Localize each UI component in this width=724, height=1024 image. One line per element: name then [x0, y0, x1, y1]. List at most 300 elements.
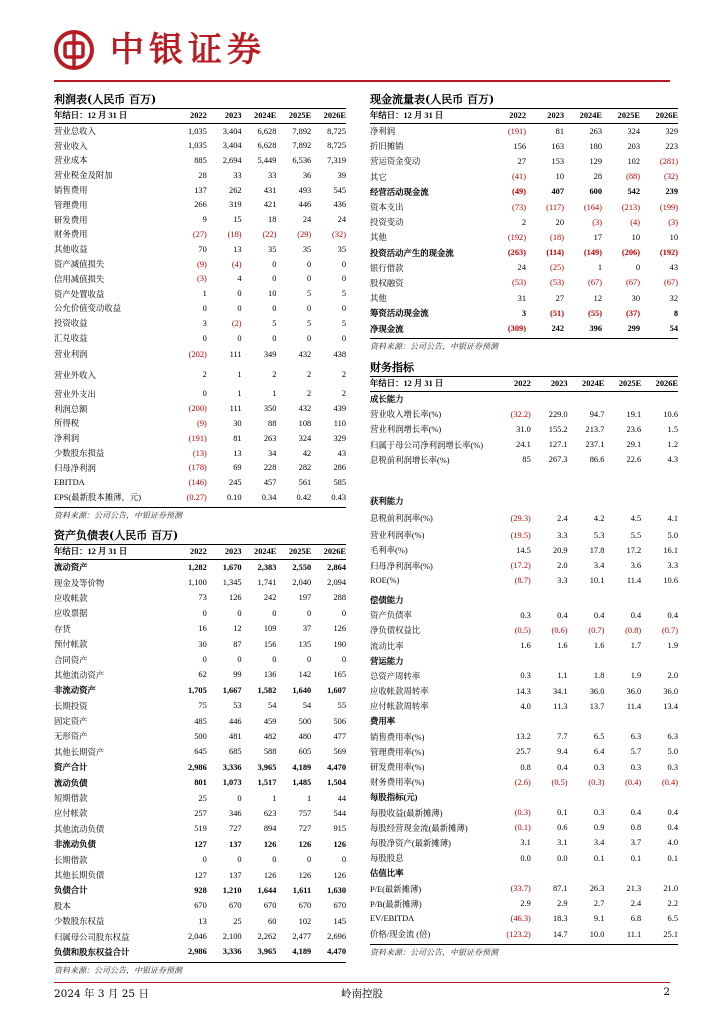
- cell-value: 30: [631, 293, 640, 303]
- page-header: [54, 26, 670, 76]
- cell-value: 6,628: [257, 126, 277, 136]
- row-label: 少数股东权益: [54, 917, 105, 927]
- cell-value: 2: [521, 217, 526, 227]
- row-label: 营业成本: [54, 156, 88, 166]
- cell-value: 3,404: [222, 126, 242, 136]
- cell-value: 0: [272, 608, 277, 618]
- cell-value: 8,725: [327, 141, 346, 151]
- cell-value: 0.1: [667, 853, 678, 863]
- cell-value: (199): [659, 202, 678, 212]
- table-row: [370, 573, 678, 588]
- cell-value: [531, 483, 568, 493]
- row-label: ROE(%): [370, 576, 400, 586]
- cell-value: [641, 475, 678, 483]
- cell-value: (9): [197, 259, 207, 269]
- table-row: [370, 927, 678, 942]
- table-row: [370, 668, 678, 683]
- row-label: 存货: [54, 624, 71, 634]
- cell-value: 3,965: [257, 762, 277, 772]
- table-row: [370, 558, 678, 573]
- cell-value: 239: [665, 187, 678, 197]
- cell-value: 500: [194, 731, 207, 741]
- row-label: 预付帐款: [54, 640, 88, 650]
- cell-value: 0: [237, 333, 242, 343]
- cell-value: 1.1: [557, 671, 568, 681]
- cell-value: [494, 483, 531, 493]
- table-row: [54, 821, 346, 836]
- table-row: [54, 386, 346, 401]
- cell-value: 10: [669, 232, 678, 242]
- cell-value: 33: [233, 170, 242, 180]
- footer-date: 2024 年 3 月 25 日: [54, 988, 149, 1000]
- cashflow-title: 现金流量表(人民币 百万): [370, 92, 678, 109]
- row-label: 费用率: [370, 717, 396, 727]
- cell-value: 145: [333, 916, 346, 926]
- cell-value: 3,336: [222, 947, 242, 957]
- row-label: 销售费用: [54, 186, 88, 196]
- cell-value: 519: [194, 824, 207, 834]
- column-header-year: 2026E: [640, 109, 678, 124]
- cell-value: 180: [589, 141, 602, 151]
- cell-value: 81: [233, 433, 242, 443]
- table-row: [370, 790, 678, 805]
- row-label: 净现金流: [370, 324, 404, 334]
- cell-value: 0: [341, 333, 346, 343]
- cell-value: 2,986: [187, 947, 207, 957]
- cell-value: (191): [507, 126, 526, 136]
- cell-value: (0.3): [514, 808, 531, 818]
- cell-value: 432: [298, 349, 312, 359]
- cell-value: 17.8: [589, 545, 605, 555]
- cell-value: (27): [192, 229, 207, 239]
- cell-value: 1,667: [222, 685, 242, 695]
- table-row: [370, 215, 678, 230]
- cell-value: (18): [550, 232, 564, 242]
- cell-value: (202): [188, 349, 207, 359]
- cell-value: [531, 467, 568, 475]
- cell-value: 299: [627, 324, 640, 334]
- row-label: 价格/现金流 (倍): [370, 930, 431, 940]
- table-row: [54, 760, 346, 775]
- cell-value: 3,965: [257, 947, 277, 957]
- cell-value: (53): [512, 278, 526, 288]
- cell-value: 485: [194, 716, 207, 726]
- table-row: [54, 683, 346, 698]
- cell-value: [641, 493, 678, 508]
- cell-value: 4.5: [630, 513, 642, 523]
- cell-value: 431: [263, 185, 277, 195]
- cell-value: [604, 467, 641, 475]
- column-header-label: 年结日：12 月 31 日: [54, 109, 172, 124]
- cell-value: 446: [229, 716, 242, 726]
- column-header-year: 2023: [207, 545, 242, 560]
- cell-value: 1,741: [257, 578, 277, 588]
- cell-value: 17: [593, 232, 602, 242]
- cell-value: 1,630: [327, 885, 346, 895]
- cell-value: 1,504: [327, 778, 346, 788]
- cell-value: 7,892: [292, 141, 312, 151]
- cell-value: 0.34: [261, 492, 277, 502]
- cell-value: 5.3: [593, 530, 605, 540]
- cell-value: (67): [588, 278, 602, 288]
- table-row: [370, 699, 678, 714]
- cell-value: 1,705: [187, 685, 207, 695]
- row-label: 所得税: [54, 419, 80, 429]
- cell-value: 288: [333, 593, 346, 603]
- cell-value: 0.1: [630, 853, 642, 863]
- cell-value: 6.8: [630, 914, 642, 924]
- cell-value: [568, 790, 605, 805]
- balance-sheet-panel: [54, 528, 346, 977]
- cell-value: 0.3: [593, 808, 605, 818]
- cell-value: 34.1: [552, 686, 568, 696]
- cell-value: 126: [229, 593, 242, 603]
- cell-value: (29.3): [510, 513, 531, 523]
- cell-value: 670: [298, 901, 312, 911]
- cell-value: (3): [197, 274, 207, 284]
- cell-value: 727: [229, 824, 242, 834]
- cell-value: 263: [589, 126, 602, 136]
- cell-value: (29): [297, 229, 312, 239]
- table-row: [54, 301, 346, 316]
- cell-value: 87: [233, 639, 242, 649]
- cell-value: 0: [202, 855, 207, 865]
- cell-value: [494, 653, 531, 668]
- cell-value: (3): [668, 217, 678, 227]
- cell-value: 0.3: [520, 610, 531, 620]
- cell-value: 12: [233, 624, 242, 634]
- row-label: 长期借款: [54, 855, 88, 865]
- row-label: 营运资金变动: [370, 157, 421, 167]
- table-row: [370, 124, 678, 139]
- balance-source: 资料来源：公司公告，中银证券预测: [54, 962, 346, 977]
- cell-value: 0: [307, 855, 312, 865]
- cell-value: 1,210: [222, 885, 242, 895]
- cell-value: [641, 866, 678, 881]
- row-label: 资产减值损失: [54, 260, 105, 270]
- cell-value: 18.3: [552, 914, 568, 924]
- cell-value: 324: [298, 433, 312, 443]
- column-header-year: 2024E: [242, 545, 277, 560]
- cell-value: 11.1: [626, 929, 642, 939]
- cell-value: 506: [333, 716, 346, 726]
- cell-value: 257: [194, 808, 207, 818]
- column-header-year: 2025E: [276, 109, 311, 124]
- cell-value: 31.0: [516, 424, 531, 434]
- table-row: [54, 852, 346, 867]
- cell-value: 0: [307, 274, 312, 284]
- row-label: 每股收益(最新摊薄): [370, 808, 443, 818]
- cell-value: 32: [669, 293, 678, 303]
- table-row: [54, 138, 346, 153]
- cell-value: 894: [263, 824, 277, 834]
- table-row: [370, 528, 678, 543]
- cell-value: 165: [333, 670, 346, 680]
- cell-value: 0: [237, 855, 242, 865]
- table-row: [54, 316, 346, 331]
- table-row: [54, 883, 346, 898]
- cell-value: 54: [302, 701, 312, 711]
- cell-value: (4): [630, 217, 640, 227]
- cell-value: 155.2: [548, 424, 568, 434]
- cell-value: 885: [194, 155, 207, 165]
- table-row: [370, 509, 678, 528]
- cell-value: 1.8: [593, 671, 605, 681]
- cell-value: 245: [229, 478, 242, 488]
- table-row: [370, 866, 678, 881]
- cell-value: (191): [188, 433, 207, 443]
- row-label: 获利能力: [370, 497, 404, 507]
- row-label: 资产合计: [54, 763, 88, 773]
- cell-value: 5.0: [667, 747, 678, 757]
- cell-value: 670: [333, 901, 346, 911]
- cell-value: [494, 790, 531, 805]
- cell-value: [604, 493, 641, 508]
- column-header-year: 2026E: [641, 377, 678, 392]
- cell-value: 223: [665, 141, 678, 151]
- row-label: 流动资产: [54, 563, 88, 573]
- cell-value: (32): [332, 229, 346, 239]
- cell-value: 0: [202, 333, 207, 343]
- cell-value: 0.3: [593, 762, 605, 772]
- table-row: [54, 345, 346, 363]
- cell-value: (2): [231, 318, 242, 328]
- cell-value: (88): [626, 172, 640, 182]
- cell-value: 1,611: [292, 885, 312, 895]
- cell-value: 36.0: [663, 686, 678, 696]
- cell-value: 13: [198, 916, 207, 926]
- cell-value: 1.6: [520, 641, 531, 651]
- cell-value: 26.3: [589, 884, 605, 894]
- row-label: [370, 475, 494, 483]
- cell-value: 4.1: [667, 513, 678, 523]
- column-header-year: 2026E: [311, 109, 346, 124]
- cell-value: [604, 714, 641, 729]
- table-row: [54, 331, 346, 346]
- row-label: 净利润: [370, 127, 396, 137]
- cell-value: 3.6: [630, 561, 642, 571]
- cell-value: (73): [512, 202, 526, 212]
- cell-value: 544: [333, 808, 346, 818]
- cell-value: 126: [298, 870, 312, 880]
- cell-value: 2: [272, 370, 277, 380]
- cell-value: 0: [307, 608, 312, 618]
- row-label: 其他流动资产: [54, 670, 105, 680]
- column-header-year: 2024E: [242, 109, 277, 124]
- cell-value: 35: [337, 244, 346, 254]
- cell-value: [604, 790, 641, 805]
- table-row: [370, 744, 678, 759]
- cell-value: 1: [272, 793, 277, 803]
- cell-value: 0: [341, 608, 346, 618]
- cell-value: (37): [626, 308, 640, 318]
- cell-value: 7,892: [292, 126, 312, 136]
- cell-value: 37: [302, 624, 312, 634]
- column-header-label: 年结日：12 月 31 日: [54, 545, 172, 560]
- cell-value: (22): [262, 229, 277, 239]
- row-label: 现金及等价物: [54, 578, 105, 588]
- cell-value: (0.6): [551, 625, 568, 635]
- cell-value: (53): [550, 278, 564, 288]
- cell-value: 13.2: [516, 732, 531, 742]
- cell-value: 14.5: [516, 545, 531, 555]
- cell-value: 6.3: [667, 732, 678, 742]
- cell-value: 421: [263, 200, 277, 210]
- cell-value: 1.9: [667, 641, 678, 651]
- cell-value: 0.10: [226, 492, 242, 502]
- cell-value: [568, 866, 605, 881]
- cell-value: (206): [621, 248, 640, 258]
- table-row: [370, 638, 678, 653]
- cell-value: 54: [669, 324, 678, 334]
- cell-value: 282: [298, 463, 312, 473]
- cell-value: (67): [626, 278, 640, 288]
- table-row: [370, 260, 678, 275]
- cell-value: 1,100: [187, 578, 207, 588]
- cell-value: 129: [589, 156, 602, 166]
- row-label: 应收帐款: [54, 593, 88, 603]
- row-label: 其他流动负债: [54, 824, 105, 834]
- cell-value: 1,607: [327, 685, 346, 695]
- row-label: 应付帐款周转率: [370, 702, 429, 712]
- cell-value: (8.7): [514, 576, 531, 586]
- cell-value: 70: [198, 244, 207, 254]
- cell-value: 2,864: [327, 562, 346, 572]
- cell-value: 2,477: [292, 932, 312, 942]
- row-label: 净利润: [54, 434, 80, 444]
- cell-value: 24: [337, 215, 346, 225]
- cell-value: [604, 392, 641, 407]
- cell-value: 0: [272, 655, 277, 665]
- cell-value: 6.5: [593, 732, 605, 742]
- row-label: 非流动资产: [54, 686, 96, 696]
- table-row: [54, 806, 346, 821]
- cell-value: [531, 653, 568, 668]
- table-row: [54, 183, 346, 198]
- cell-value: 263: [263, 433, 277, 443]
- row-label: 其他长期负债: [54, 871, 105, 880]
- cell-value: 0: [341, 259, 346, 269]
- table-row: [370, 851, 678, 866]
- row-label: 非流动负债: [54, 840, 96, 850]
- row-label: 股权融资: [370, 278, 404, 288]
- row-label: 投资变动: [370, 218, 404, 228]
- cell-value: 2.4: [630, 899, 642, 909]
- cell-value: (0.27): [186, 492, 207, 502]
- cell-value: (0.8): [625, 625, 642, 635]
- cell-value: 757: [298, 808, 312, 818]
- row-label: 其他: [370, 233, 387, 243]
- cell-value: 137: [229, 870, 242, 880]
- cell-value: (309): [507, 324, 526, 334]
- table-row: [54, 153, 346, 168]
- cell-value: 0: [202, 303, 207, 313]
- cell-value: 396: [589, 324, 602, 334]
- row-label: 固定资产: [54, 717, 88, 727]
- cell-value: 0.3: [667, 762, 678, 772]
- cell-value: 2,262: [257, 932, 277, 942]
- table-row: [370, 452, 678, 467]
- cell-value: (4): [231, 259, 242, 269]
- cell-value: 0: [307, 333, 312, 343]
- row-label: 营业税金及附加: [54, 171, 113, 181]
- table-row: [370, 169, 678, 184]
- cell-value: 605: [298, 747, 312, 757]
- cell-value: 266: [194, 200, 207, 210]
- cell-value: 81: [555, 126, 564, 136]
- row-label: 应付帐款: [54, 809, 88, 819]
- cell-value: [568, 467, 605, 475]
- table-row: [370, 881, 678, 896]
- cell-value: 13: [233, 448, 242, 458]
- cell-value: 60: [268, 916, 277, 926]
- column-header-year: 2025E: [276, 545, 311, 560]
- cell-value: [531, 475, 568, 483]
- cell-value: 623: [263, 808, 277, 818]
- cell-value: 0.8: [520, 762, 531, 772]
- cell-value: 8,725: [327, 126, 346, 136]
- cell-value: 27: [517, 156, 526, 166]
- cell-value: 0: [307, 655, 312, 665]
- table-row: [54, 475, 346, 490]
- balance-sheet-table: [54, 545, 346, 960]
- row-label: 营业收入: [54, 141, 88, 151]
- cell-value: 35: [268, 244, 277, 254]
- table-row: [370, 306, 678, 321]
- cell-value: 11.3: [553, 701, 568, 711]
- cell-value: 23.6: [626, 424, 642, 434]
- row-label: 偿债能力: [370, 595, 404, 605]
- table-row: [370, 467, 678, 475]
- cell-value: 1: [237, 389, 242, 399]
- cell-value: 3,404: [222, 141, 242, 151]
- cell-value: 25.7: [516, 747, 531, 757]
- cell-value: 126: [333, 870, 346, 880]
- cell-value: 545: [333, 185, 346, 195]
- row-label: 财务费用率(%): [370, 778, 425, 788]
- cell-value: 569: [333, 747, 346, 757]
- cell-value: [494, 592, 531, 607]
- row-label: 研发费用率(%): [370, 763, 425, 773]
- cell-value: 0: [635, 263, 640, 273]
- cell-value: (0.4): [661, 777, 678, 787]
- cell-value: (0.5): [514, 625, 531, 635]
- table-row: [370, 199, 678, 214]
- row-label: 股本: [54, 901, 71, 911]
- cell-value: 237.1: [585, 440, 605, 450]
- cell-value: 2,383: [257, 562, 277, 572]
- cell-value: 1,282: [187, 562, 207, 572]
- table-row: [370, 184, 678, 199]
- cell-value: 16: [198, 624, 207, 634]
- cell-value: (164): [583, 202, 602, 212]
- table-row: [370, 759, 678, 774]
- table-row: [370, 684, 678, 699]
- table-row: [370, 437, 678, 452]
- cell-value: 319: [229, 200, 242, 210]
- cell-value: (51): [550, 308, 564, 318]
- table-row: [370, 139, 678, 154]
- row-label: 流动负债: [54, 778, 88, 788]
- page-number: 2: [663, 986, 670, 998]
- cell-value: (9): [197, 418, 207, 428]
- cell-value: 3.4: [593, 561, 605, 571]
- table-row: [54, 867, 346, 882]
- cell-value: 20: [555, 217, 564, 227]
- row-label: P/B(最新摊薄): [370, 899, 422, 909]
- cell-value: 1: [597, 263, 602, 273]
- cell-value: 25.1: [663, 929, 678, 939]
